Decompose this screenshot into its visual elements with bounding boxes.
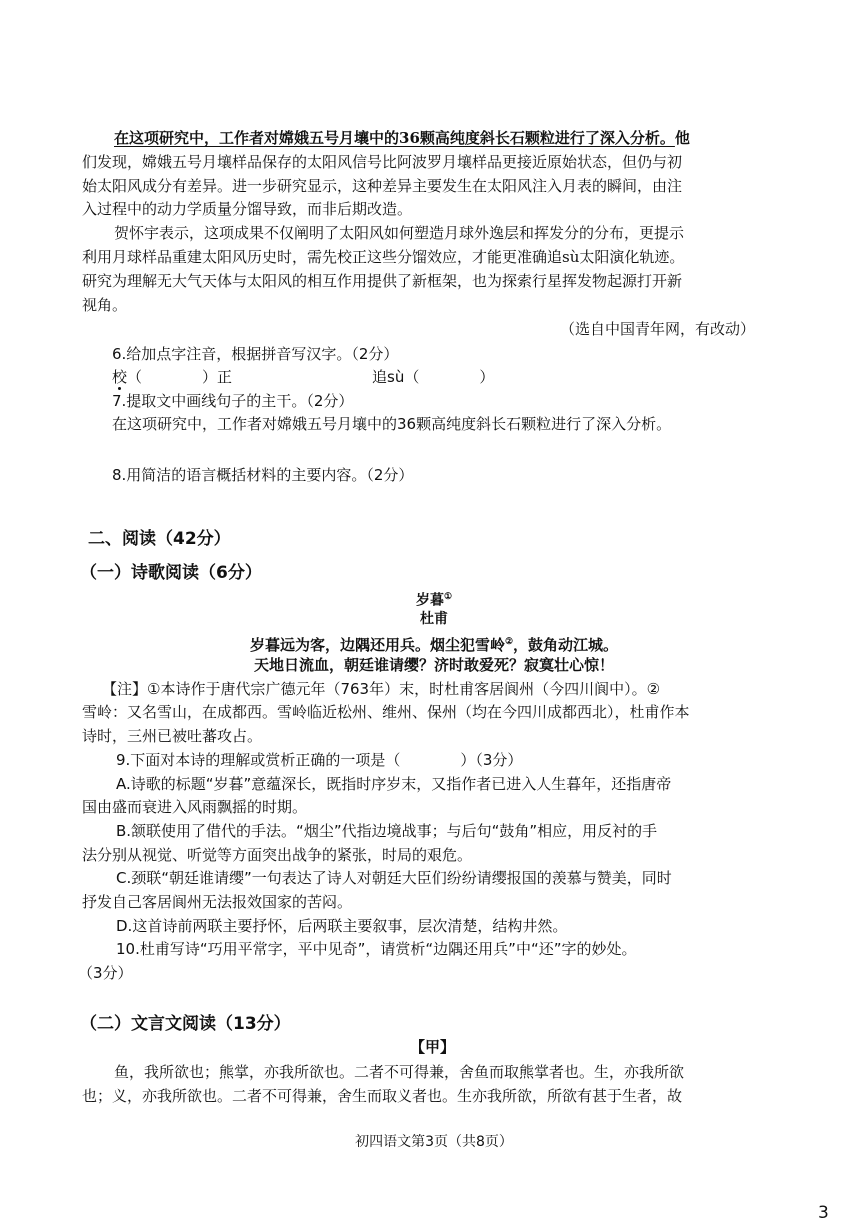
question-7-sentence: 在这项研究中，工作者对嫦娥五号月壤中的36颗高纯度斜长石颗粒进行了深入分析。 — [112, 415, 672, 433]
dotted-char: 校 — [112, 368, 128, 386]
underlined-sentence: 在这项研究中，工作者对嫦娥五号月壤中的36颗高纯度斜长石颗粒进行了深入分析。 — [114, 129, 675, 147]
subsection-heading-poetry: （一）诗歌阅读（6分） — [80, 563, 262, 583]
section-heading: 二、阅读（42分） — [88, 529, 231, 549]
poem-note: 诗时，三州已被吐蕃攻占。 — [82, 727, 263, 745]
question-7: 7.提取文中画线句子的主干。（2分） — [112, 392, 354, 410]
question-6-item-a: 校（ ）正 — [112, 368, 233, 386]
poem-note: 【注】①本诗作于唐代宗广德元年（763年）末，时杜甫客居阆州（今四川阆中）。② — [102, 680, 661, 698]
option-d: D.这首诗前两联主要抒怀，后两联主要叙事，层次清楚，结构井然。 — [116, 917, 568, 935]
option-a: A.诗歌的标题“岁暮”意蕴深长，既指时序岁末，又指作者已进入人生暮年，还指唐帝 — [116, 775, 672, 793]
subsection-heading-classical: （二）文言文阅读（13分） — [80, 1014, 291, 1034]
passage-line: 们发现，嫦娥五号月壤样品保存的太阳风信号比阿波罗月壤样品更接近原始状态，但仍与初 — [82, 153, 683, 171]
classical-line: 鱼，我所欲也；熊掌，亦我所欲也。二者不可得兼，舍鱼而取熊掌者也。生，亦我所欲 — [114, 1063, 685, 1081]
passage-line: 入过程中的动力学质量分馏导致，而非后期改造。 — [82, 200, 413, 218]
passage-line: 视角。 — [82, 296, 128, 314]
passage-source: （选自中国青年网，有改动） — [560, 320, 756, 338]
passage-line: 利用月球样品重建太阳风历史时，需先校正这些分馏效应，才能更准确追sù太阳演化轨迹。 — [82, 248, 685, 266]
option-c: C.颈联“朝廷谁请缨”一句表达了诗人对朝廷大臣们纷纷请缨报国的羡慕与赞美，同时 — [116, 869, 672, 887]
option-a: 国由盛而衰进入风雨飘摇的时期。 — [82, 798, 308, 816]
question-8: 8.用简洁的语言概括材料的主要内容。（2分） — [112, 466, 414, 484]
page-number: 3 — [818, 1203, 829, 1223]
option-c: 抒发自己客居阆州无法报效国家的苦闷。 — [82, 893, 353, 911]
passage-line: 在这项研究中，工作者对嫦娥五号月壤中的36颗高纯度斜长石颗粒进行了深入分析。他 — [114, 129, 690, 147]
question-6: 6.给加点字注音，根据拼音写汉字。（2分） — [112, 345, 399, 363]
passage-line: 研究为理解无大气天体与太阳风的相互作用提供了新框架，也为探索行星挥发物起源打开新 — [82, 272, 683, 290]
poem-title: 岁暮① — [415, 592, 453, 609]
question-10-score: （3分） — [78, 964, 133, 982]
question-6-item-b: 追sù（ ） — [372, 368, 495, 386]
passage-label-jia: 【甲】 — [410, 1038, 456, 1056]
option-b: B.颔联使用了借代的手法。“烟尘”代指边境战事；与后句“鼓角”相应，用反衬的手 — [116, 822, 658, 840]
poem-line: 天地日流血，朝廷谁请缨？济时敢爱死？寂寞壮心惊！ — [253, 656, 614, 674]
question-9: 9.下面对本诗的理解或赏析正确的一项是（ ）（3分） — [116, 751, 523, 769]
option-b: 法分别从视觉、听觉等方面突出战争的紧张，时局的艰危。 — [82, 846, 473, 864]
poem-line: 岁暮远为客，边隅还用兵。烟尘犯雪岭②，鼓角动江城。 — [249, 636, 619, 654]
poem-author: 杜甫 — [420, 611, 448, 627]
classical-line: 也；义，亦我所欲也。二者不可得兼，舍生而取义者也。生亦我所欲，所欲有甚于生者，故 — [82, 1087, 683, 1105]
passage-line: 始太阳风成分有差异。进一步研究显示，这种差异主要发生在太阳风注入月表的瞬间，由注 — [82, 177, 683, 195]
question-10: 10.杜甫写诗“巧用平常字，平中见奇”，请赏析“边隅还用兵”中“还”字的妙处。 — [116, 940, 637, 958]
passage-line: 贺怀宇表示，这项成果不仅阐明了太阳风如何塑造月球外逸层和挥发分的分布，更提示 — [114, 224, 685, 242]
page-footer: 初四语文第3页（共8页） — [355, 1134, 513, 1150]
poem-note: 雪岭：又名雪山，在成都西。雪岭临近松州、维州、保州（均在今四川成都西北），杜甫作本 — [82, 703, 690, 721]
